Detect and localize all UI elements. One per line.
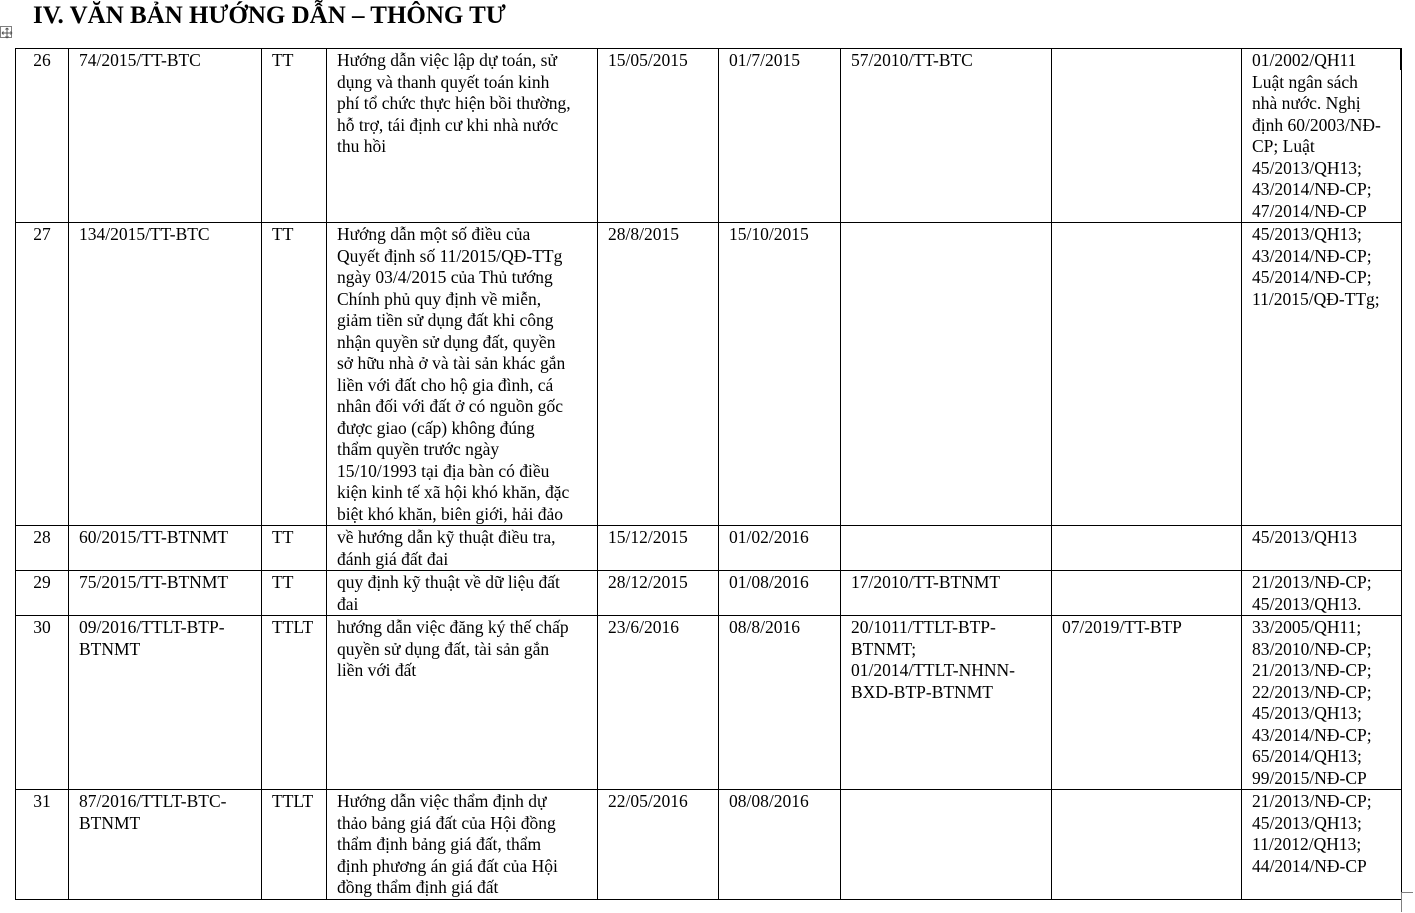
cell-effective-date[interactable] (719, 571, 841, 616)
cell-text-line: 43/2014/NĐ-CP; (1252, 724, 1372, 745)
cell-text-line: 47/2014/NĐ-CP (1252, 200, 1367, 221)
cell-text: 28 (33, 527, 51, 547)
cell-text-line: 21/2013/NĐ-CP; (1252, 791, 1372, 811)
cell-text-line: 87/2016/TTLT-BTC- (79, 791, 227, 811)
cell-document-number[interactable] (69, 49, 262, 223)
cell-replaced-by[interactable] (1052, 616, 1242, 790)
cell-replaced-by[interactable] (1052, 223, 1242, 526)
cell-issue-date[interactable] (598, 223, 719, 526)
cell-text: 15/10/2015 (729, 224, 809, 244)
cell-text: 27 (33, 224, 51, 244)
cell-document-number[interactable] (69, 790, 262, 900)
cell-text-line: đồng thẩm định giá đất (337, 877, 499, 897)
cell-text: 01/08/2016 (729, 572, 809, 592)
cell-issue-date[interactable] (598, 790, 719, 900)
cell-replaces[interactable] (841, 616, 1052, 790)
table-move-handle-icon[interactable] (0, 26, 12, 38)
cell-text-line: dụng và thanh quyết toán kinh (337, 71, 550, 92)
cell-text: TT (272, 50, 294, 70)
cell-text-line: 43/2014/NĐ-CP; (1252, 179, 1372, 199)
cell-text-line: biệt khó khăn, biên giới, hải đảo (337, 503, 564, 524)
cell-text-line: BTNMT; (851, 638, 917, 659)
cell-summary[interactable] (327, 616, 598, 790)
cell-text-line: định 60/2003/NĐ- (1252, 114, 1381, 135)
cell-text-line: đánh giá đất đai (337, 548, 449, 569)
cell-text-line: liền với đất cho hộ gia đình, cá (337, 374, 554, 395)
cell-text-line: quy định kỹ thuật về dữ liệu đất (337, 572, 560, 592)
cell-effective-date[interactable] (719, 790, 841, 900)
cell-text-line: Hướng dẫn việc thẩm định dự (337, 791, 547, 811)
cell-text-line: nhà nước. Nghị (1252, 93, 1361, 113)
cell-text-line: 83/2010/NĐ-CP; (1252, 638, 1372, 659)
cell-document-number[interactable] (69, 526, 262, 571)
cell-stt[interactable] (16, 526, 69, 571)
cell-replaced-by[interactable] (1052, 571, 1242, 616)
cell-text: TTLT (272, 791, 314, 811)
cell-replaced-by[interactable] (1052, 526, 1242, 571)
cell-document-type[interactable] (262, 223, 327, 526)
cell-text-line: BXD-BTP-BTNMT (851, 681, 993, 702)
cell-issue-date[interactable] (598, 49, 719, 223)
cell-text-line: nhân đối với đất ở có nguồn gốc (337, 396, 564, 416)
cell-text-line: Hướng dẫn việc lập dự toán, sử (337, 50, 557, 70)
cell-text-line: CP; Luật (1252, 136, 1315, 156)
cell-text: 22/05/2016 (608, 791, 688, 811)
cell-text-line: 57/2010/TT-BTC (851, 50, 973, 70)
cell-stt[interactable] (16, 571, 69, 616)
cell-issue-date[interactable] (598, 571, 719, 616)
cell-text: TT (272, 224, 294, 244)
cell-text-line: 33/2005/QH11; (1252, 617, 1362, 637)
table-row (16, 223, 1402, 526)
cell-text-line: giảm tiền sử dụng đất khi công (337, 310, 554, 330)
cell-text-line: thu hồi (337, 136, 387, 156)
cell-text-line: định phương án giá đất của Hội (337, 855, 558, 876)
cell-text-line: sở hữu nhà ở và tài sản khác gắn (337, 353, 566, 373)
cell-text-line: phí tổ chức thực hiện bồi thường, (337, 93, 571, 113)
cell-text: 15/12/2015 (608, 527, 688, 547)
cell-text-line: 11/2012/QH13; (1252, 834, 1362, 854)
cell-text-line: 09/2016/TTLT-BTP- (79, 617, 225, 637)
cell-text-line: nhận quyền sử dụng đất, quyền (337, 331, 556, 352)
cell-text-line: hỗ trợ, tái định cư khi nhà nước (337, 114, 559, 135)
cell-text: 01/7/2015 (729, 50, 800, 70)
cell-text-line: 75/2015/TT-BTNMT (79, 572, 229, 592)
cell-text: 08/08/2016 (729, 791, 809, 811)
table-row (16, 790, 1402, 900)
cell-document-type[interactable] (262, 571, 327, 616)
cell-text-line: thảo bảng giá đất của Hội đồng (337, 812, 556, 833)
cell-document-type[interactable] (262, 49, 327, 223)
cell-text-line: được giao (cấp) không đúng (337, 417, 535, 438)
cell-text-line: 45/2013/QH13; (1252, 224, 1362, 244)
cell-replaced-by[interactable] (1052, 49, 1242, 223)
text-cursor (1400, 48, 1402, 70)
cell-summary[interactable] (327, 526, 598, 571)
cell-text-line: 99/2015/NĐ-CP (1252, 767, 1367, 788)
cell-text: 29 (33, 572, 51, 592)
cell-summary[interactable] (327, 571, 598, 616)
cell-text-line: 07/2019/TT-BTP (1062, 617, 1182, 637)
cell-text-line: 43/2014/NĐ-CP; (1252, 245, 1372, 266)
cell-replaces[interactable] (841, 790, 1052, 900)
cell-text-line: 65/2014/QH13; (1252, 746, 1362, 766)
cell-text: TTLT (272, 617, 314, 637)
cell-text: TT (272, 572, 294, 592)
cell-text-line: thẩm quyền trước ngày (337, 439, 500, 459)
cell-text-line: 45/2014/NĐ-CP; (1252, 267, 1372, 287)
cell-document-type[interactable] (262, 790, 327, 900)
cell-text-line: 20/1011/TTLT-BTP- (851, 617, 996, 637)
cell-text: 23/6/2016 (608, 617, 679, 637)
cell-legal-basis[interactable] (1242, 223, 1402, 526)
cell-text-line: 17/2010/TT-BTNMT (851, 572, 1001, 592)
page-corner-mark (1401, 892, 1413, 912)
cell-summary[interactable] (327, 223, 598, 526)
cell-effective-date[interactable] (719, 49, 841, 223)
cell-text-line: 22/2013/NĐ-CP; (1252, 681, 1372, 702)
cell-document-number[interactable] (69, 571, 262, 616)
cell-summary[interactable] (327, 49, 598, 223)
cell-text-line: BTNMT (79, 638, 141, 659)
cell-text-line: 01/2002/QH11 (1252, 50, 1357, 70)
cell-text-line: thẩm định bảng giá đất, thẩm (337, 834, 542, 854)
table-row (16, 526, 1402, 571)
cell-text-line: Quyết định số 11/2015/QĐ-TTg (337, 245, 563, 266)
cell-text-line: hướng dẫn việc đăng ký thế chấp (337, 617, 569, 637)
cell-text: 08/8/2016 (729, 617, 800, 637)
cell-replaces[interactable] (841, 526, 1052, 571)
cell-effective-date[interactable] (719, 526, 841, 571)
cell-effective-date[interactable] (719, 223, 841, 526)
cell-text-line: 134/2015/TT-BTC (79, 224, 210, 244)
cell-text: 30 (33, 617, 51, 637)
cell-effective-date[interactable] (719, 616, 841, 790)
cell-text: 26 (33, 50, 51, 70)
cell-issue-date[interactable] (598, 616, 719, 790)
cell-text-line: kiện kinh tế xã hội khó khăn, đặc (337, 482, 570, 502)
cell-text-line: 11/2015/QĐ-TTg; (1252, 288, 1380, 309)
cell-replaced-by[interactable] (1052, 790, 1242, 900)
cell-legal-basis[interactable] (1242, 49, 1402, 223)
cell-text-line: Luật ngân sách (1252, 71, 1358, 92)
cell-summary[interactable] (327, 790, 598, 900)
cell-text-line: Chính phủ quy định về miễn, (337, 288, 542, 309)
cell-stt[interactable] (16, 223, 69, 526)
cell-text-line: 44/2014/NĐ-CP (1252, 855, 1367, 876)
document-table (15, 48, 1402, 900)
cell-issue-date[interactable] (598, 526, 719, 571)
cell-text-line: 01/2014/TTLT-NHNN- (851, 660, 1015, 680)
cell-text-line: liền với đất (337, 660, 417, 680)
cell-text-line: 45/2013/QH13; (1252, 157, 1362, 178)
cell-stt[interactable] (16, 790, 69, 900)
cell-stt[interactable] (16, 616, 69, 790)
cell-text-line: Hướng dẫn một số điều của (337, 224, 531, 244)
cell-stt[interactable] (16, 49, 69, 223)
table-row (16, 616, 1402, 790)
cell-text: 31 (33, 791, 51, 811)
cell-document-type[interactable] (262, 616, 327, 790)
cell-legal-basis[interactable] (1242, 790, 1402, 900)
cell-text-line: ngày 03/4/2015 của Thủ tướng (337, 267, 553, 287)
cell-text: 15/05/2015 (608, 50, 688, 70)
cell-document-number[interactable] (69, 616, 262, 790)
cell-text-line: 74/2015/TT-BTC (79, 50, 201, 70)
cell-text: 28/8/2015 (608, 224, 679, 244)
cell-text: TT (272, 527, 294, 547)
cell-text: 01/02/2016 (729, 527, 809, 547)
cell-replaces[interactable] (841, 223, 1052, 526)
cell-text-line: 45/2013/QH13. (1252, 593, 1362, 614)
cell-text-line: quyền sử dụng đất, tài sản gắn (337, 638, 550, 659)
cell-replaces[interactable] (841, 49, 1052, 223)
cell-text-line: về hướng dẫn kỹ thuật điều tra, (337, 527, 556, 547)
cell-text-line: 45/2013/QH13; (1252, 812, 1362, 833)
cell-text: 28/12/2015 (608, 572, 688, 592)
cell-text-line: 60/2015/TT-BTNMT (79, 527, 229, 547)
cell-text-line: 45/2013/QH13 (1252, 527, 1357, 547)
cell-text-line: đai (337, 593, 359, 614)
table-row (16, 571, 1402, 616)
table-row (16, 49, 1402, 223)
cell-text-line: 15/10/1993 tại địa bàn có điều (337, 460, 550, 481)
cell-document-type[interactable] (262, 526, 327, 571)
cell-text-line: 21/2013/NĐ-CP; (1252, 660, 1372, 680)
cell-text-line: 21/2013/NĐ-CP; (1252, 572, 1372, 592)
cell-text-line: BTNMT (79, 812, 141, 833)
section-title: IV. VĂN BẢN HƯỚNG DẪN – THÔNG TƯ (33, 2, 506, 29)
cell-legal-basis[interactable] (1242, 526, 1402, 571)
cell-text-line: 45/2013/QH13; (1252, 703, 1362, 723)
cell-document-number[interactable] (69, 223, 262, 526)
cell-legal-basis[interactable] (1242, 571, 1402, 616)
cell-replaces[interactable] (841, 571, 1052, 616)
cell-legal-basis[interactable] (1242, 616, 1402, 790)
